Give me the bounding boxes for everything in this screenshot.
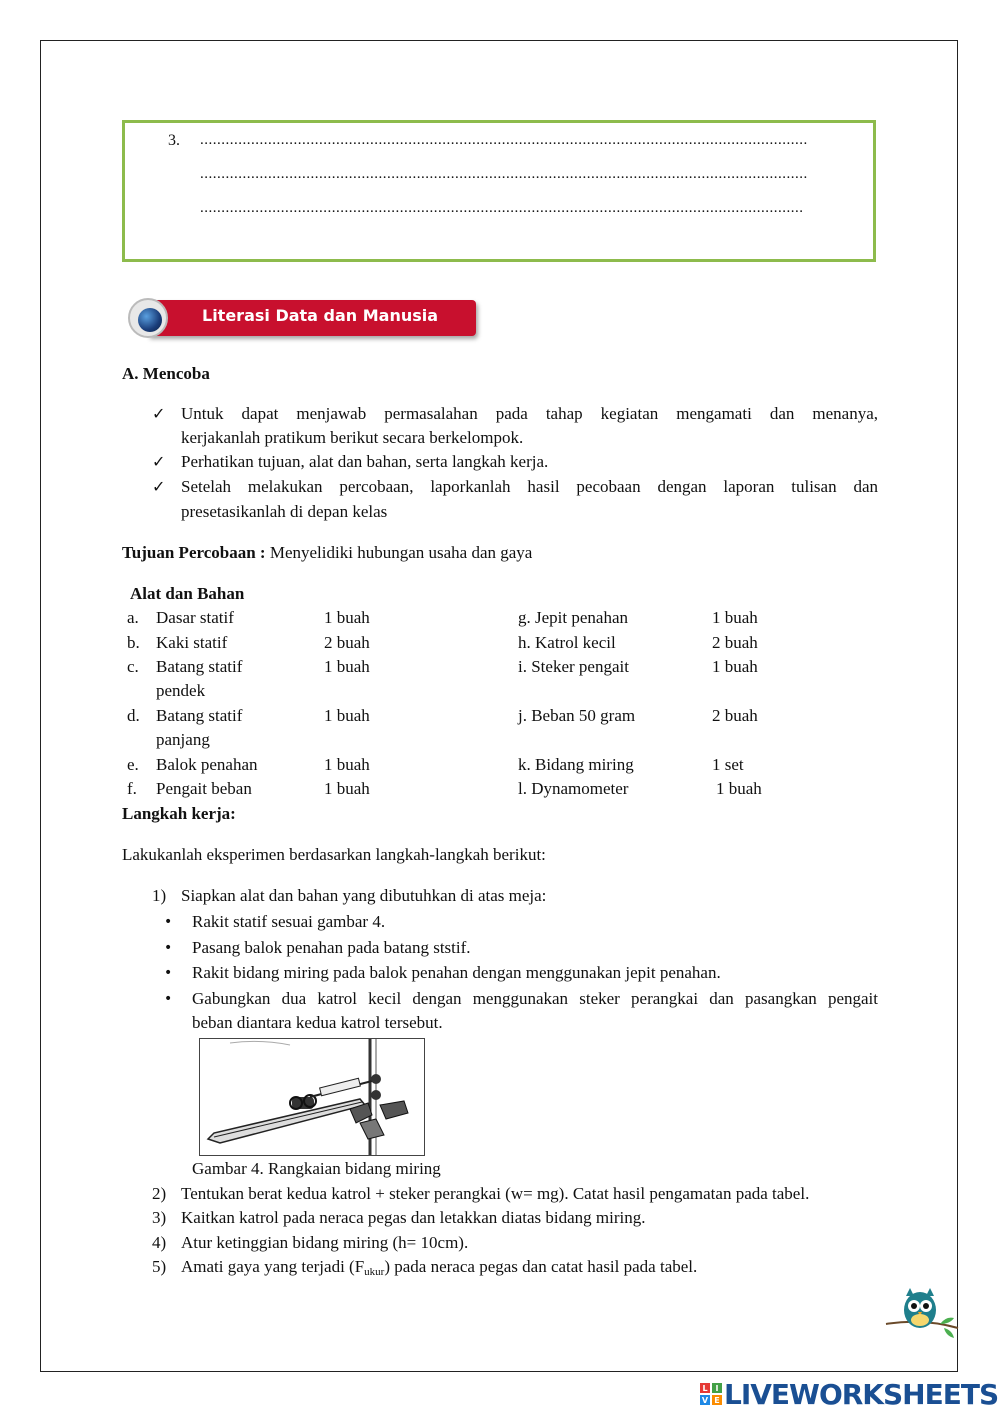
alat-bahan-heading: Alat dan Bahan	[130, 584, 245, 603]
step5-subscript: ukur	[364, 1266, 385, 1278]
inclined-plane-illustration	[200, 1039, 424, 1155]
figure-inclined-plane	[199, 1038, 425, 1156]
alat-name: g. Jepit penahan	[518, 608, 628, 627]
langkah-intro: Lakukanlah eksperimen berdasarkan langkah-langkah berikut:	[122, 845, 546, 864]
alat-name: Batang statif	[156, 706, 243, 725]
step-text	[181, 1257, 697, 1278]
check-item-1-line-2: kerjakanlah pratikum berikut secara berkelompok.	[181, 428, 524, 447]
bullet-icon: •	[164, 940, 173, 956]
brand-text: LIVEWORKSHEETS	[724, 1378, 999, 1411]
alat-qty: 2 buah	[712, 706, 758, 725]
alat-name: l. Dynamometer	[518, 779, 629, 798]
step-text: Kaitkan katrol pada neraca pegas dan letakkan diatas bidang miring.	[181, 1208, 646, 1227]
tujuan-label: Tujuan Percobaan :	[122, 543, 266, 562]
alat-name: Kaki statif	[156, 633, 228, 652]
step-number: 1)	[152, 886, 167, 905]
alat-qty: 1 buah	[716, 779, 762, 798]
bullet-item: Rakit statif sesuai gambar 4.	[192, 912, 386, 931]
alat-qty: 1 buah	[324, 706, 370, 725]
alat-qty: 1 buah	[324, 755, 370, 774]
alat-qty: 1 buah	[324, 657, 370, 676]
step-number: 3)	[152, 1208, 167, 1227]
answer-line-2[interactable]: ...............................................................................................................................................	[200, 166, 808, 182]
bullet-item: Gabungkan dua katrol kecil dengan menggunakan steker perangkai dan pasangkan pengait	[192, 989, 878, 1008]
check-item-2: Perhatikan tujuan, alat dan bahan, serta langkah kerja.	[181, 452, 549, 471]
alat-letter: b.	[127, 633, 140, 652]
section-banner	[128, 298, 476, 338]
check-item-3-line-2: presetasikanlah di depan kelas	[181, 502, 388, 521]
check-icon: ✓	[152, 477, 166, 496]
logo-letter-v: V	[701, 1396, 709, 1405]
bullet-icon: •	[164, 914, 173, 930]
step-text: Siapkan alat dan bahan yang dibutuhkan di atas meja:	[181, 886, 547, 905]
logo-letter-i: I	[715, 1384, 719, 1393]
alat-name: h. Katrol kecil	[518, 633, 616, 652]
alat-name: Balok penahan	[156, 755, 258, 774]
alat-qty: 1 buah	[324, 608, 370, 627]
check-item-3-line-1: Setelah melakukan percobaan, laporkanlah hasil pecobaan dengan laporan tulisan dan	[181, 477, 878, 496]
alat-letter: f.	[127, 779, 137, 798]
alat-letter: a.	[127, 608, 139, 627]
step-number: 4)	[152, 1233, 167, 1252]
alat-letter: c.	[127, 657, 139, 676]
tujuan-line	[122, 543, 532, 563]
globe-icon	[138, 308, 162, 332]
alat-name: Batang statif	[156, 657, 243, 676]
bullet-item-cont: beban diantara kedua katrol tersebut.	[192, 1013, 443, 1032]
alat-qty: 1 buah	[712, 657, 758, 676]
alat-name: Dasar statif	[156, 608, 234, 627]
alat-name: Pengait beban	[156, 779, 252, 798]
alat-qty: 1 set	[712, 755, 744, 774]
bullet-item: Pasang balok penahan pada batang ststif.	[192, 938, 471, 957]
alat-name-cont: pendek	[156, 681, 206, 700]
bullet-item: Rakit bidang miring pada balok penahan dengan menggunakan jepit penahan.	[192, 963, 721, 982]
bullet-icon: •	[164, 965, 173, 981]
step-number: 5)	[152, 1257, 167, 1276]
alat-qty: 2 buah	[712, 633, 758, 652]
bullet-icon: •	[164, 991, 173, 1007]
owl-icon	[884, 1288, 960, 1344]
logo-letter-l: L	[702, 1384, 708, 1393]
banner-title: Literasi Data dan Manusia	[202, 306, 439, 325]
answer-number: 3.	[168, 132, 180, 149]
alat-qty: 1 buah	[712, 608, 758, 627]
tujuan-text: Menyelidiki hubungan usaha dan gaya	[265, 543, 533, 562]
figure-caption: Gambar 4. Rangkaian bidang miring	[192, 1159, 441, 1178]
step5-pre: Amati gaya yang terjadi (F	[181, 1257, 365, 1276]
alat-qty: 1 buah	[324, 779, 370, 798]
alat-letter: d.	[127, 706, 140, 725]
step-text: Tentukan berat kedua katrol + steker perangkai (w= mg). Catat hasil pengamatan pada tabel.	[181, 1184, 810, 1203]
banner-emblem	[128, 298, 168, 338]
section-a-heading: A. Mencoba	[122, 364, 210, 383]
check-icon: ✓	[152, 404, 166, 423]
check-item-1-line-1: Untuk dapat menjawab permasalahan pada tahap kegiatan mengamati dan menanya,	[181, 404, 878, 423]
logo-letter-e: E	[714, 1396, 720, 1405]
step5-post: ) pada neraca pegas dan catat hasil pada tabel.	[384, 1257, 698, 1276]
alat-name: i. Steker pengait	[518, 657, 629, 676]
answer-line-3[interactable]: ..............................................................................................................................................	[200, 200, 804, 216]
langkah-heading: Langkah kerja:	[122, 804, 236, 823]
alat-name-cont: panjang	[156, 730, 210, 749]
alat-qty: 2 buah	[324, 633, 370, 652]
liveworksheets-logo-icon	[700, 1383, 722, 1405]
step-number: 2)	[152, 1184, 167, 1203]
alat-name: j. Beban 50 gram	[518, 706, 636, 725]
step-text: Atur ketinggian bidang miring (h= 10cm).	[181, 1233, 469, 1252]
answer-line-1[interactable]: ...............................................................................................................................................	[200, 132, 808, 148]
check-icon: ✓	[152, 452, 166, 471]
alat-name: k. Bidang miring	[518, 755, 634, 774]
alat-letter: e.	[127, 755, 139, 774]
